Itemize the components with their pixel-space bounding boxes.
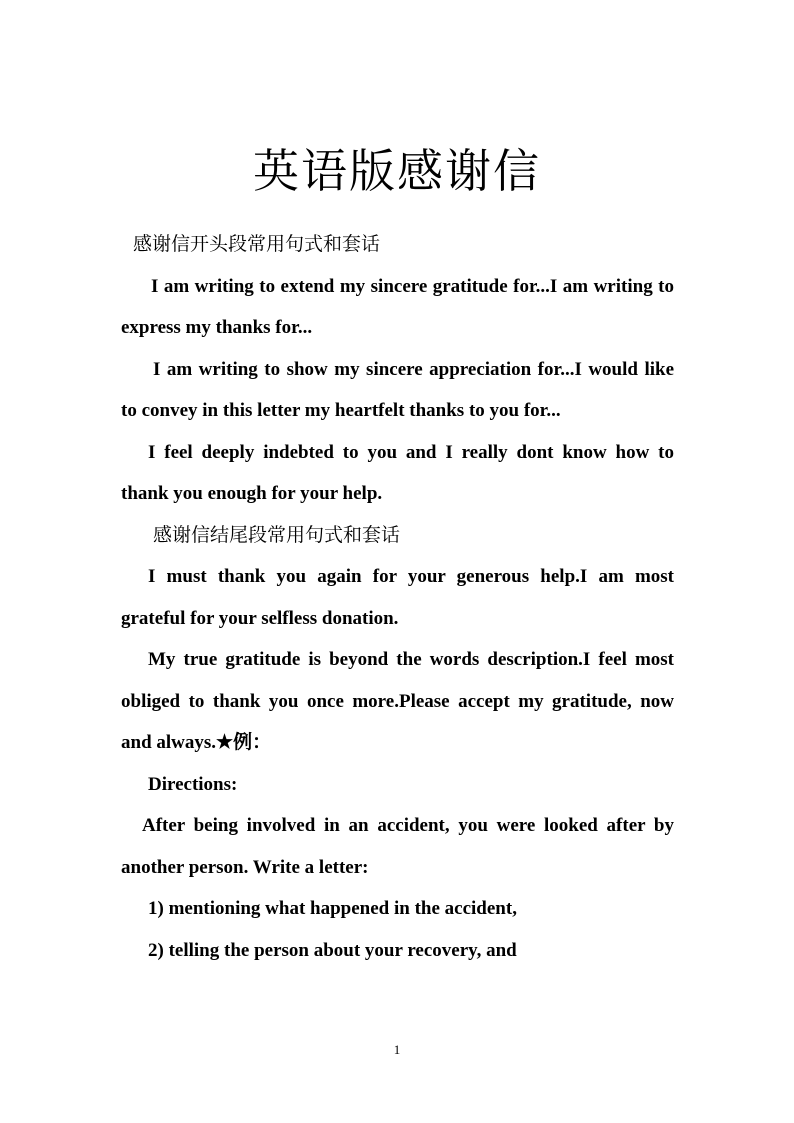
opening-phrase-2: I am writing to show my sincere appreciation for...I would like to convey in this letter my heartfelt thanks to you for... [121,358,674,421]
document-title: 英语版感谢信 [253,146,541,197]
closing-phrase-2-text: My true gratitude is beyond the words description.I feel most obliged to thank you once more.Please accept my gratitude, now and always. [121,649,674,753]
opening-phrase-3: I feel deeply indebted to you and I really dont know how to thank you enough for your help. [121,441,674,504]
directions-label: Directions: [148,773,238,795]
document-body [121,224,674,971]
direction-item-1: 1) mentioning what happened in the accident, [148,898,517,919]
opening-section-heading: 感谢信开头段常用句式和套话 [133,234,381,255]
direction-item-2: 2) telling the person about your recovery, and [148,939,517,961]
closing-phrase-1: I must thank you again for your generous help.I am most grateful for your selfless donation. [121,566,674,629]
closing-phrase-2 [121,639,674,764]
closing-section-heading: 感谢信结尾段常用句式和套话 [153,524,401,546]
example-marker: ★例： [216,732,272,753]
directions-text: After being involved in an accident, you were looked after by another person. Write a letter: [121,815,674,878]
opening-phrase-1: I am writing to extend my sincere gratitude for...I am writing to express my thanks for... [121,275,674,338]
page-number: 1 [393,1042,401,1057]
